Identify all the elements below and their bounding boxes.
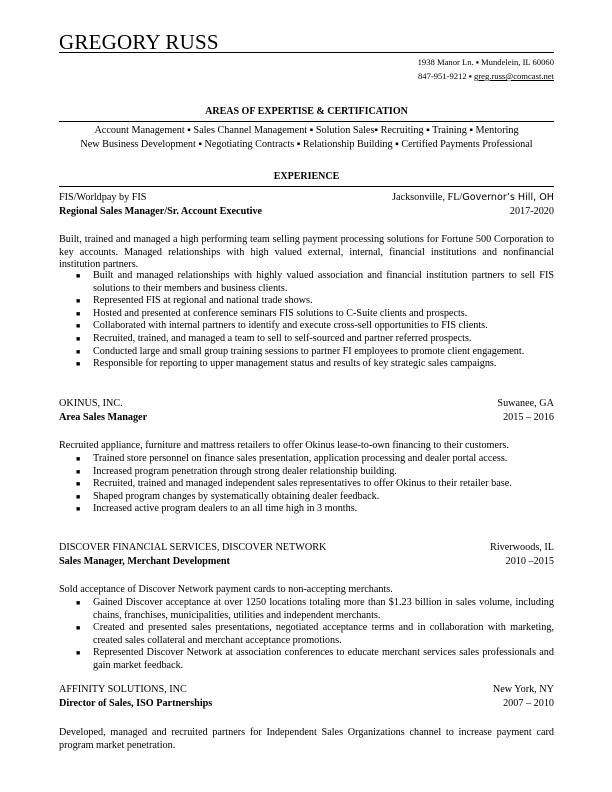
job-summary-discover: Sold acceptance of Discover Network payment cards to non-accepting merchants.	[59, 584, 393, 595]
job-location: New York, NY	[492, 684, 554, 695]
job-location: Jacksonville, FL/Governor’s Hill, OH	[392, 192, 554, 203]
phone-number: 847-951-9212 ▪	[417, 71, 472, 81]
job-bullets-okinus	[59, 453, 554, 516]
list-item: ■ Conducted large and small group training sessions to partner FI employees to promote client engagement.	[76, 345, 525, 357]
contact-block	[418, 55, 554, 83]
job-summary-fis: Built, trained and managed a high performing team selling payment processing solutions for Fortune 500 Corporation to key accounts. Managed relationships with high valued external, internal, financial institutions and nonfinancial institution partners.	[59, 234, 554, 271]
job-title-row-discover	[59, 556, 554, 569]
job-title-row-okinus	[59, 412, 554, 425]
bullet-icon: ■	[76, 480, 81, 489]
company-name: DISCOVER FINANCIAL SERVICES, DISCOVER NETWORK	[59, 542, 327, 553]
list-item: ■ Recruited, trained and managed independent sales representatives to offer Okinus to their retailer base.	[76, 478, 512, 490]
experience-heading: EXPERIENCE	[273, 171, 340, 182]
job-title: Regional Sales Manager/Sr. Account Executive	[59, 206, 263, 217]
bullet-icon: ■	[76, 624, 81, 633]
address-line: 1938 Manor Ln. ▪ Mundelein, IL 60060	[417, 57, 554, 67]
bullet-icon: ■	[76, 492, 81, 501]
job-location: Suwanee, GA	[497, 398, 554, 409]
bullet-icon: ■	[76, 322, 81, 331]
expertise-line-1: Account Management ▪ Sales Channel Management ▪ Solution Sales▪ Recruiting ▪ Training ▪ Mentoring	[94, 125, 519, 136]
bullet-icon: ■	[76, 455, 81, 463]
bullet-icon: ■	[76, 649, 81, 658]
job-summary-affinity: Developed, managed and recruited partners for Independent Sales Organizations channel to increase payment card program market penetration.	[59, 727, 554, 751]
list-item: ■ Recruited, trained, and managed a team to sell to self-sourced and partner referred prospects.	[76, 332, 472, 344]
job-bullets-discover	[59, 597, 554, 673]
list-item: ■ Represented Discover Network at association conferences to educate merchant services sales professionals and gain market feedback.	[76, 647, 554, 671]
job-header-affinity	[59, 684, 554, 697]
expertise-heading: AREAS OF EXPERTISE & CERTIFICATION	[205, 106, 408, 117]
job-location-extra: Governor’s Hill, OH	[462, 192, 554, 203]
list-item: ■ Created and presented sales presentations, negotiated acceptance terms and in collaboration with marketing, created sales collateral and merchant acceptance promotions.	[76, 622, 554, 646]
list-item: ■ Hosted and presented at conference seminars FIS solutions to C-Suite clients and prospects.	[76, 307, 468, 319]
job-bullets-fis	[59, 270, 554, 371]
list-item: ■ Trained store personnel on finance sales presentation, application processing and dealer portal access.	[76, 453, 508, 464]
company-name: AFFINITY SOLUTIONS, INC	[59, 684, 187, 695]
bullet-icon: ■	[76, 334, 81, 343]
list-item: ■ Represented FIS at regional and national trade shows.	[76, 295, 313, 307]
bullet-icon: ■	[76, 297, 81, 306]
job-title-row-fis	[59, 206, 554, 219]
list-item: ■ Collaborated with internal partners to identify and execute cross-sell opportunities to FIS clients.	[76, 320, 488, 332]
bullet-icon: ■	[76, 467, 81, 476]
job-header-fis	[59, 192, 554, 205]
job-dates: 2015 – 2016	[503, 412, 554, 423]
experience-divider	[59, 186, 554, 187]
job-title-row-affinity	[59, 698, 554, 711]
bullet-icon: ■	[76, 360, 81, 369]
expertise-divider	[59, 121, 554, 122]
company-name: OKINUS, INC.	[59, 398, 123, 409]
bullet-icon: ■	[76, 309, 81, 318]
phone-email-line	[418, 69, 554, 83]
bullet-icon: ■	[76, 599, 81, 607]
bullet-icon: ■	[76, 272, 81, 280]
job-title: Sales Manager, Merchant Development	[59, 556, 230, 567]
job-header-discover	[59, 542, 554, 555]
job-summary-okinus: Recruited appliance, furniture and mattress retailers to offer Okinus lease-to-own financing to their customers.	[59, 440, 509, 451]
job-dates: 2010 –2015	[505, 556, 554, 567]
bullet-icon: ■	[76, 347, 81, 356]
job-title: Director of Sales, ISO Partnerships	[59, 698, 213, 709]
company-name: FIS/Worldpay by FIS	[59, 192, 147, 203]
job-dates: 2007 – 2010	[503, 698, 554, 709]
list-item: ■ Increased program penetration through strong dealer relationship building.	[76, 465, 397, 477]
list-item: ■ Responsible for reporting to upper management status and results of key strategic sales campaigns.	[76, 358, 497, 370]
job-title: Area Sales Manager	[59, 412, 148, 423]
job-dates: 2017-2020	[509, 206, 554, 217]
list-item: ■ Shaped program changes by systematically obtaining dealer feedback.	[76, 490, 380, 502]
expertise-line-2: New Business Development ▪ Negotiating Contracts ▪ Relationship Building ▪ Certified Payments Professional	[80, 139, 533, 150]
bullet-icon: ■	[76, 505, 81, 514]
header-divider	[59, 52, 554, 53]
list-item: ■ Gained Discover acceptance at over 1250 locations totaling more than $1.23 billion in sales volume, including chains, franchises, municipalities, utilities and independent merchants.	[76, 597, 554, 621]
email-link[interactable]: greg.russ@comcast.net	[474, 71, 554, 81]
candidate-name: GREGORY RUSS	[59, 30, 219, 54]
job-location: Riverwoods, IL	[490, 542, 554, 553]
job-header-okinus	[59, 398, 554, 411]
list-item: ■ Built and managed relationships with highly valued association and financial institution partners to sell FIS solutions to their members and business clients.	[76, 270, 554, 294]
list-item: ■ Increased active program dealers to an all time high in 3 months.	[76, 503, 358, 515]
